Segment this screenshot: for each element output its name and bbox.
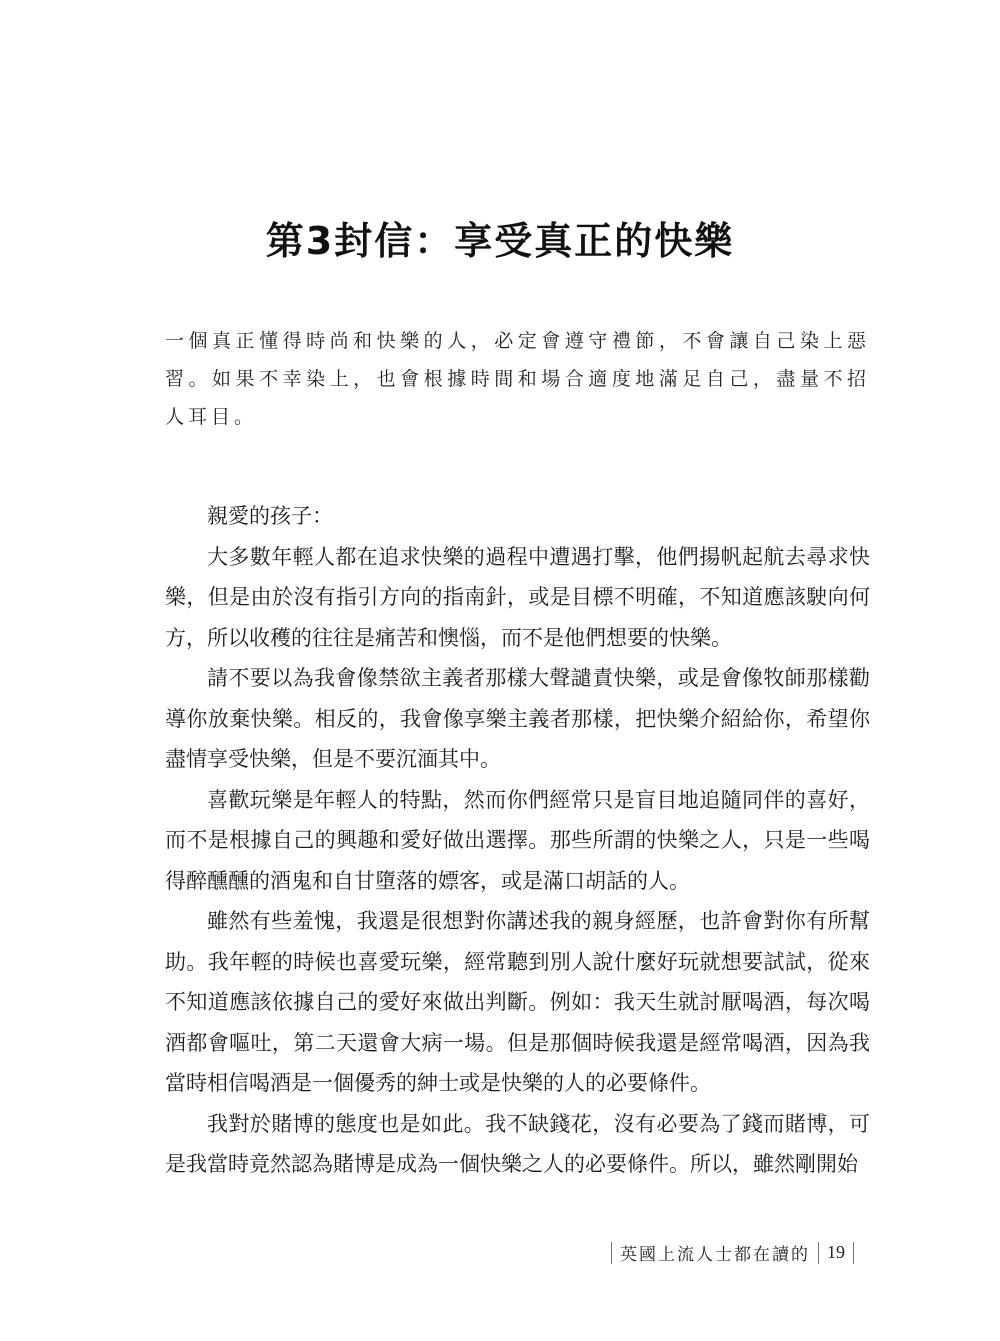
- salutation: 親愛的孩子：: [207, 504, 333, 528]
- footer-divider: [853, 1242, 854, 1264]
- page-footer: [603, 1240, 862, 1265]
- paragraph: 大多數年輕人都在追求快樂的過程中遭遇打擊，他們揚帆起航去尋求快樂，但是由於沒有指引方向的指南針，或是目標不明確，不知道應該駛向何方，所以收穫的往往是痛苦和懊惱，而不是他們想要的快樂。: [165, 544, 870, 650]
- footer-divider: [818, 1242, 819, 1264]
- paragraph: 喜歡玩樂是年輕人的特點，然而你們經常只是盲目地追隨同伴的喜好，而不是根據自己的興趣和愛好做出選擇。那些所謂的快樂之人，只是一些喝得醉醺醺的酒鬼和自甘墮落的嫖客，或是滿口胡話的人。: [165, 787, 870, 893]
- page-number: 19: [827, 1242, 845, 1262]
- running-book-title: 英國上流人士都在讀的: [620, 1245, 810, 1265]
- paragraph: 請不要以為我會像禁欲主義者那樣大聲譴責快樂，或是會像牧師那樣勸導你放棄快樂。相反的，我會像享樂主義者那樣，把快樂介紹給你，希望你盡情享受快樂，但是不要沉湎其中。: [165, 666, 870, 771]
- footer-divider: [611, 1242, 612, 1264]
- epigraph: 一個真正懂得時尚和快樂的人，必定會遵守禮節，不會讓自己染上惡習。如果不幸染上，也會根據時間和場合適度地滿足自己，盡量不招人耳目。: [165, 330, 870, 428]
- chapter-title: 第3封信：享受真正的快樂: [265, 219, 735, 263]
- paragraph: 我對於賭博的態度也是如此。我不缺錢花，沒有必要為了錢而賭博，可是我當時竟然認為賭博是成為一個快樂之人的必要條件。所以，雖然剛開始: [165, 1111, 870, 1176]
- paragraph: 雖然有些羞愧，我還是很想對你講述我的親身經歷，也許會對你有所幫助。我年輕的時候也喜愛玩樂，經常聽到別人說什麼好玩就想要試試，從來不知道應該依據自己的愛好來做出判斷。例如：我天生就討厭喝酒，每次喝酒都會嘔吐，第二天還會大病一場。但是那個時候我還是經常喝酒，因為我當時相信喝酒是一個優秀的紳士或是快樂的人的必要條件。: [165, 909, 870, 1095]
- body-text: [165, 496, 870, 1185]
